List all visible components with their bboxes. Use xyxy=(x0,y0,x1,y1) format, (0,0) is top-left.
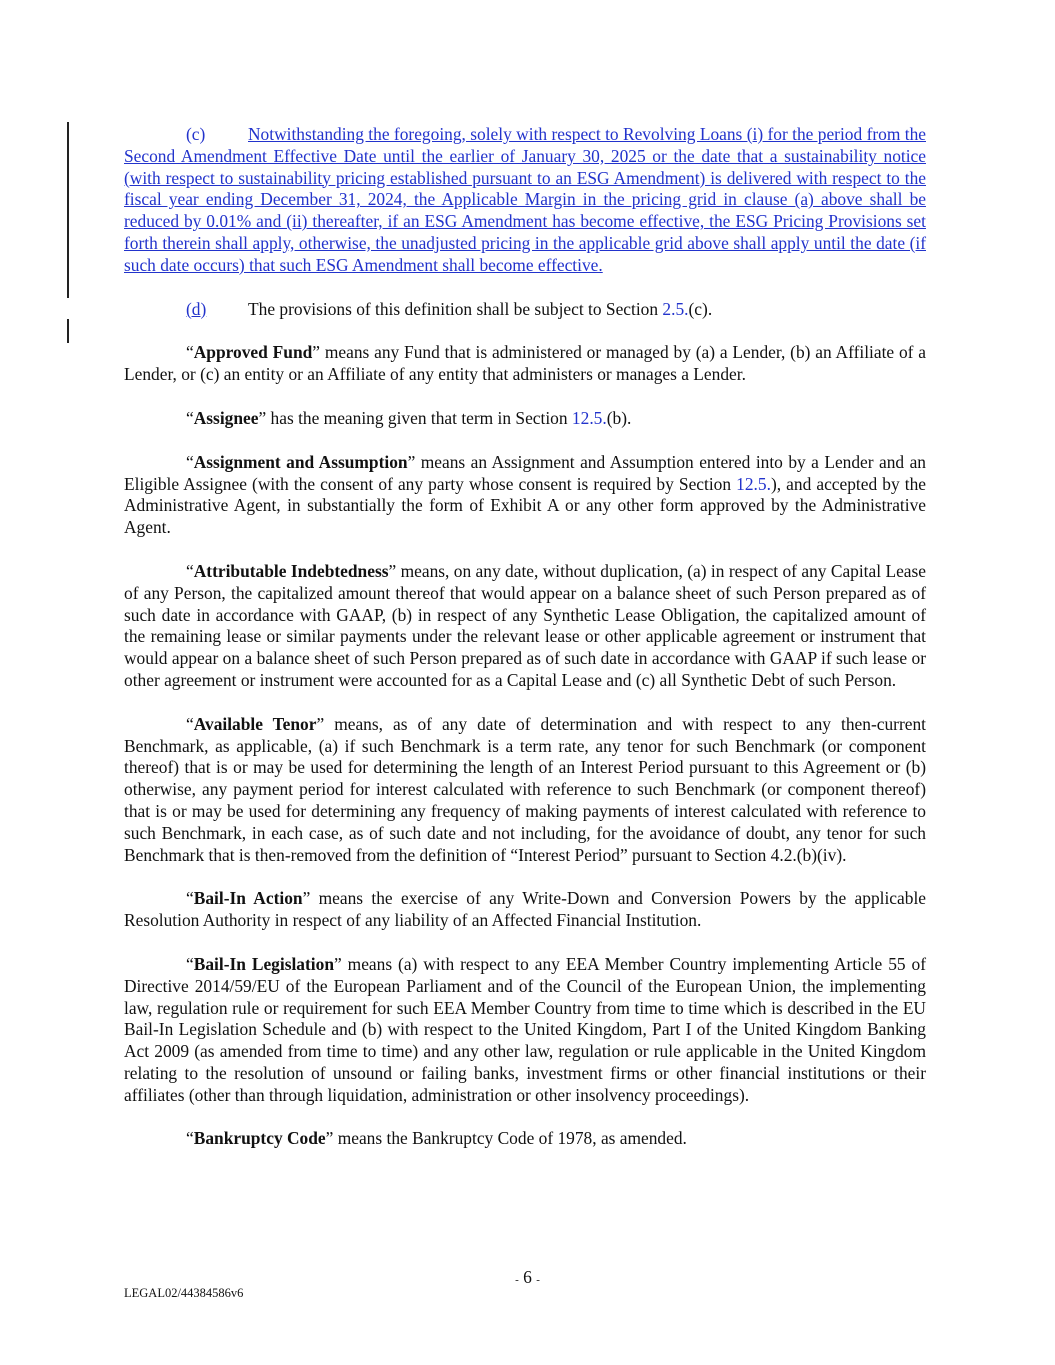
definition-suffix: (b). xyxy=(606,407,632,428)
paragraph-marker: (c) xyxy=(186,124,206,144)
definition-assignee: “Assignee” has the meaning given that term in Section 12.5.(b). xyxy=(186,407,632,428)
document-body xyxy=(124,124,926,1150)
definition-text: means the exercise of any Write-Down and Conversion Powers by the applicable Resolution Authority in respect of any liability of an Affected Financial Institution. xyxy=(124,888,926,931)
defined-term: Available Tenor xyxy=(193,713,317,734)
definition-text: means the Bankruptcy Code of 1978, as amended. xyxy=(333,1128,687,1149)
section-link[interactable]: 12.5. xyxy=(736,473,771,494)
definition-text: has the meaning given that term in Section xyxy=(266,407,572,428)
definition-attributable-indebtedness: “Attributable Indebtedness” means, on any date, without duplication, (a) in respect of any Capital Lease of any Person, the capitalized amount thereof that would appear on a balance sheet of such Person prepared as of such date in accordance with GAAP, (b) in respect of any Synthetic Lease Obligation, the capitalized amount of the remaining lease or similar payments under the relevant lease or other applicable agreement or instrument that would appear on a balance sheet of such Person prepared as of such date in accordance with GAAP if such lease or other agreement or instrument were accounted for as a Capital Lease and (c) all Synthetic Debt of such Person. xyxy=(124,560,927,690)
paragraph-text: Notwithstanding the foregoing, solely with respect to Revolving Loans (i) for the period from the Second Amendment Effective Date until the earlier of January 30, 2025 or the date that a sustainability notice (with respect to sustainability pricing established pursuant to an ESG Amendment) is delivered with respect to the fiscal year ending December 31, 2024, the Applicable Margin in the pricing grid in clause (a) above shall be reduced by 0.01% and (ii) thereafter, if an ESG Amendment has become effective, the ESG Pricing Provisions set forth therein shall apply, otherwise, the unadjusted pricing in the applicable grid above shall apply until the date (if such date occurs) that such ESG Amendment shall become effective. xyxy=(124,124,926,275)
definition-text: means any Fund that is administered or managed by (a) a Lender, (b) an Affiliate of a Lender, or (c) an entity or an Affiliate of any entity that administers or manages a Lender. xyxy=(124,342,927,385)
paragraph-marker: (d) xyxy=(186,298,207,319)
defined-term: Attributable Indebtedness xyxy=(193,560,389,581)
definition-text: means, on any date, without duplication, (a) in respect of any Capital Lease of any Person, the capitalized amount thereof that would appear on a balance sheet of such Person prepared as of such date in accordance with GAAP, (b) in respect of any Synthetic Lease Obligation, the capitalized amount of the remaining lease or similar payments under the relevant lease or other applicable agreement or instrument that would appear on a balance sheet of such Person prepared as of such date in accordance with GAAP if such lease or other agreement or instrument were accounted for as a Capital Lease and (c) all Synthetic Debt of such Person. xyxy=(124,560,927,690)
definition-suffix: ), and accepted by the Administrative Agent, in substantially the form of Exhibit A or any other form approved by the Administrative Agent. xyxy=(124,473,926,538)
paragraph-text: The provisions of this definition shall be subject to Section xyxy=(248,298,663,319)
change-bar xyxy=(67,122,69,298)
paragraph-d xyxy=(124,299,926,321)
paragraph-c xyxy=(124,124,926,277)
defined-term: Assignment and Assumption xyxy=(193,451,408,472)
definition-text: means an Assignment and Assumption entered into by a Lender and an Eligible Assignee (with the consent of any party whose consent is required by Section xyxy=(124,451,926,494)
defined-term: Bail-In Legislation xyxy=(193,953,334,974)
document-id: LEGAL02/44384586v6 xyxy=(124,1286,244,1300)
definition-bail-in-legislation: “Bail-In Legislation” means (a) with respect to any EEA Member Country implementing Article 55 of Directive 2014/59/EU of the European Parliament and of the Council of the European Union, the implementing law, regulation rule or requirement for such EEA Member Country from time to time which is described in the EU Bail-In Legislation Schedule and (b) with respect to the United Kingdom, Part I of the United Kingdom Banking Act 2009 (as amended from time to time) and any other law, regulation or rule applicable in the United Kingdom relating to the resolution of unsound or failing banks, investment firms or other financial institutions or their affiliates (other than through liquidation, administration or other insolvency proceedings). xyxy=(124,953,927,1105)
section-link[interactable]: 2.5. xyxy=(662,298,689,319)
defined-term: Bankruptcy Code xyxy=(193,1128,326,1149)
paragraph-suffix: (c). xyxy=(688,298,713,319)
definition-bail-in-action: “Bail-In Action” means the exercise of any Write-Down and Conversion Powers by the applicable Resolution Authority in respect of any liability of an Affected Financial Institution. xyxy=(124,888,926,931)
defined-term: Bail-In Action xyxy=(193,888,303,909)
definition-available-tenor: “Available Tenor” means, as of any date of determination and with respect to any then-current Benchmark, as applicable, (a) if such Benchmark is a term rate, any tenor for such Benchmark (or component thereof) that is or may be used for determining the length of an Interest Period pursuant to this Agreement or (b) otherwise, any payment period for interest calculated with reference to such Benchmark (or component thereof) that is or may be used for determining any frequency of making payments of interest calculated with reference to such Benchmark, in each case, as of such date and not including, for the avoidance of doubt, any tenor for such Benchmark that is then-removed from the definition of “Interest Period” pursuant to Section 4.2.(b)(iv). xyxy=(124,713,926,865)
page-number: - 6 - xyxy=(515,1267,540,1287)
defined-term: Assignee xyxy=(193,407,259,428)
definition-text: means, as of any date of determination and with respect to any then-current Benchmark, as applicable, (a) if such Benchmark is a term rate, any tenor for such Benchmark (or component thereof) that is or may be used for determining the length of an Interest Period pursuant to this Agreement or (b) otherwise, any payment period for interest calculated with reference to such Benchmark (or component thereof) that is or may be used for determining any frequency of making payments of interest calculated with reference to such Benchmark, in each case, as of such date and not including, for the avoidance of doubt, any tenor for such Benchmark that is then-removed from the definition of “Interest Period” pursuant to Section 4.2.(b)(iv). xyxy=(124,713,926,865)
definition-bankruptcy-code: “Bankruptcy Code” means the Bankruptcy Code of 1978, as amended. xyxy=(186,1128,687,1149)
definition-text: means (a) with respect to any EEA Member Country implementing Article 55 of Directive 2014/59/EU of the European Parliament and of the Council of the European Union, the implementing law, regulation rule or requirement for such EEA Member Country from time to time which is described in the EU Bail-In Legislation Schedule and (b) with respect to the United Kingdom, Part I of the United Kingdom Banking Act 2009 (as amended from time to time) and any other law, regulation or rule applicable in the United Kingdom relating to the resolution of unsound or failing banks, investment firms or other financial institutions or their affiliates (other than through liquidation, administration or other insolvency proceedings). xyxy=(124,953,927,1105)
definition-approved-fund: “Approved Fund” means any Fund that is administered or managed by (a) a Lender, (b) an Affiliate of a Lender, or (c) an entity or an Affiliate of any entity that administers or manages a Lender. xyxy=(124,342,927,385)
change-bar xyxy=(67,319,69,343)
section-link[interactable]: 12.5. xyxy=(571,407,607,428)
definition-assignment-and-assumption: “Assignment and Assumption” means an Assignment and Assumption entered into by a Lender and an Eligible Assignee (with the consent of any party whose consent is required by Section 12.5.), and accepted by the Administrative Agent, in substantially the form of Exhibit A or any other form approved by the Administrative Agent. xyxy=(124,451,926,538)
page-number-value: 6 xyxy=(523,1267,532,1287)
defined-term: Approved Fund xyxy=(193,342,313,363)
